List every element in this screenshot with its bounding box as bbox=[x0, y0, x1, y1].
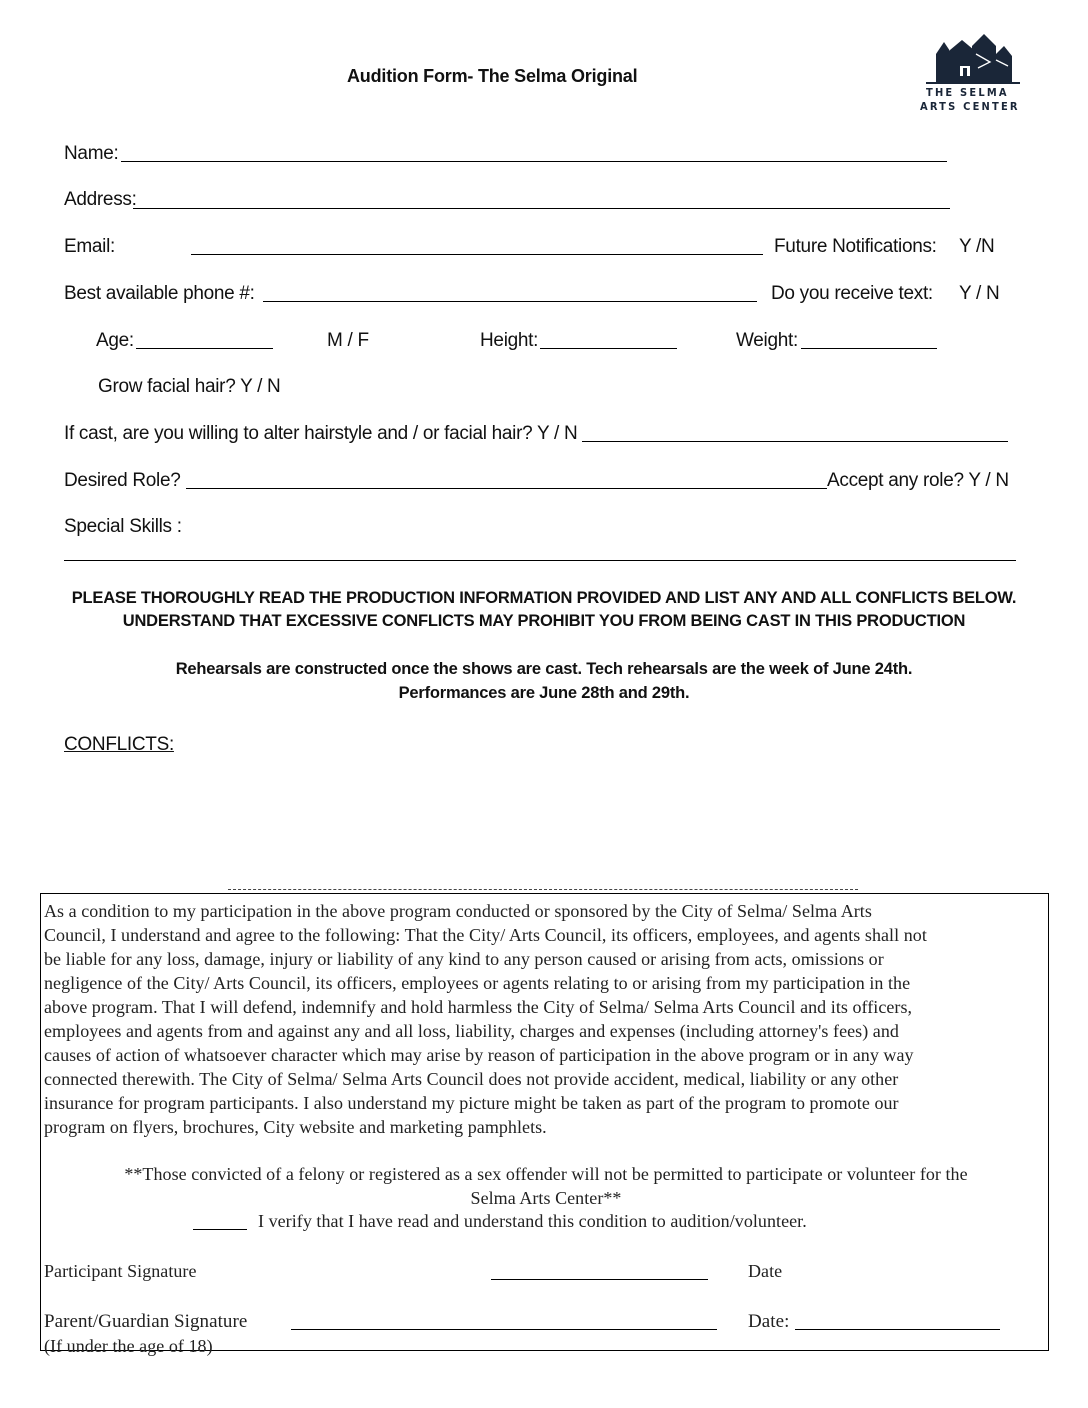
waiver-line: As a condition to my participation in the above program conducted or sponsored by the City of Selma/ Selma Arts bbox=[44, 901, 872, 921]
guardian-date-label: Date: bbox=[748, 1311, 790, 1332]
age-field[interactable] bbox=[136, 348, 273, 349]
future-notifications-yn[interactable]: Y /N bbox=[959, 236, 995, 257]
conflicts-notice-line-1: PLEASE THOROUGHLY READ THE PRODUCTION INFORMATION PROVIDED AND LIST ANY AND ALL CONFLICTS BELOW. bbox=[71, 589, 1017, 607]
waiver-line: above program. That I will defend, indemnify and hold harmless the City of Selma/ Selma Arts Council and its officers, bbox=[44, 997, 913, 1017]
form-title: Audition Form- The Selma Original bbox=[347, 66, 638, 86]
weight-label: Weight: bbox=[736, 330, 798, 351]
address-field[interactable] bbox=[133, 208, 950, 209]
waiver-line: insurance for program participants. I also understand my picture might be taken as part of the program to promote our bbox=[44, 1093, 899, 1113]
weight-field[interactable] bbox=[801, 348, 937, 349]
guardian-date-field[interactable] bbox=[795, 1329, 1000, 1330]
name-label: Name: bbox=[64, 143, 119, 164]
alter-hair-question: If cast, are you willing to alter hairstyle and / or facial hair? bbox=[64, 423, 533, 444]
waiver-line: causes of action of whatsoever character which may arise by reason of participation in the above program or in any way bbox=[44, 1045, 914, 1065]
felony-notice: **Those convicted of a felony or registered as a sex offender will not be permitted to participate or volunteer for the Selma Arts Center** bbox=[124, 1164, 968, 1208]
alter-hair-field[interactable] bbox=[582, 441, 1008, 442]
participant-signature-label: Participant Signature bbox=[44, 1261, 197, 1281]
phone-field[interactable] bbox=[263, 301, 757, 302]
facial-hair-question[interactable]: Grow facial hair? Y / N bbox=[98, 376, 281, 397]
email-field[interactable] bbox=[191, 254, 763, 255]
waiver-line: connected therewith. The City of Selma/ Selma Arts Council does not provide accident, medical, liability or any other bbox=[44, 1069, 899, 1089]
special-skills-label: Special Skills : bbox=[64, 516, 182, 537]
phone-label: Best available phone #: bbox=[64, 283, 255, 304]
accept-any-role[interactable]: Accept any role? Y / N bbox=[827, 470, 1009, 491]
alter-hair-yn[interactable]: Y / N bbox=[537, 423, 578, 444]
under-age-note: (If under the age of 18) bbox=[44, 1336, 213, 1356]
verify-initials-field[interactable] bbox=[193, 1229, 247, 1230]
gender-selector[interactable]: M / F bbox=[327, 330, 369, 351]
name-field[interactable] bbox=[121, 161, 947, 162]
future-notifications-label: Future Notifications: bbox=[774, 236, 937, 257]
waiver-line: Council, I understand and agree to the following: That the City/ Arts Council, its officers, employees, and agents shall not bbox=[44, 925, 927, 945]
conflicts-label: CONFLICTS: bbox=[64, 734, 174, 755]
building-icon bbox=[916, 32, 1032, 88]
waiver-line: program on flyers, brochures, City website and marketing pamphlets. bbox=[44, 1117, 547, 1137]
height-label: Height: bbox=[480, 330, 539, 351]
conflicts-notice-line-2: UNDERSTAND THAT EXCESSIVE CONFLICTS MAY PROHIBIT YOU FROM BEING CAST IN THIS PRODUCTION bbox=[122, 612, 966, 630]
date-label: Date bbox=[748, 1261, 783, 1281]
waiver-line: negligence of the City/ Arts Council, its officers, employees or agents relating to or arising from my participation in the bbox=[44, 973, 911, 993]
receive-text-label: Do you receive text: bbox=[771, 283, 933, 304]
guardian-signature-field[interactable] bbox=[291, 1329, 717, 1330]
height-field[interactable] bbox=[540, 348, 677, 349]
verify-statement: I verify that I have read and understand this condition to audition/volunteer. bbox=[258, 1211, 807, 1231]
email-label: Email: bbox=[64, 236, 115, 257]
selma-arts-center-logo: THE SELMA ARTS CENTER bbox=[916, 32, 1032, 114]
guardian-signature-label: Parent/Guardian Signature bbox=[44, 1311, 248, 1332]
special-skills-field[interactable] bbox=[64, 560, 1016, 561]
rehearsal-info: Rehearsals are constructed once the shows are cast. Tech rehearsals are the week of June 24th. bbox=[175, 660, 913, 678]
waiver-text bbox=[44, 899, 1048, 1139]
desired-role-field[interactable] bbox=[186, 488, 827, 489]
waiver-line: employees and agents from and against any and all loss, liability, charges and expenses (including attorney's fees) and bbox=[44, 1021, 899, 1041]
conflicts-area[interactable] bbox=[64, 760, 1014, 878]
separator-line bbox=[228, 889, 858, 890]
participant-signature-field[interactable] bbox=[491, 1279, 708, 1280]
receive-text-yn[interactable]: Y / N bbox=[959, 283, 1000, 304]
age-label: Age: bbox=[96, 330, 134, 351]
waiver-line: be liable for any loss, damage, injury or liability of any kind to any person caused or arising from acts, omissions or bbox=[44, 949, 884, 969]
performance-info: Performances are June 28th and 29th. bbox=[398, 684, 690, 702]
desired-role-label: Desired Role? bbox=[64, 470, 181, 491]
address-label: Address: bbox=[64, 189, 137, 210]
